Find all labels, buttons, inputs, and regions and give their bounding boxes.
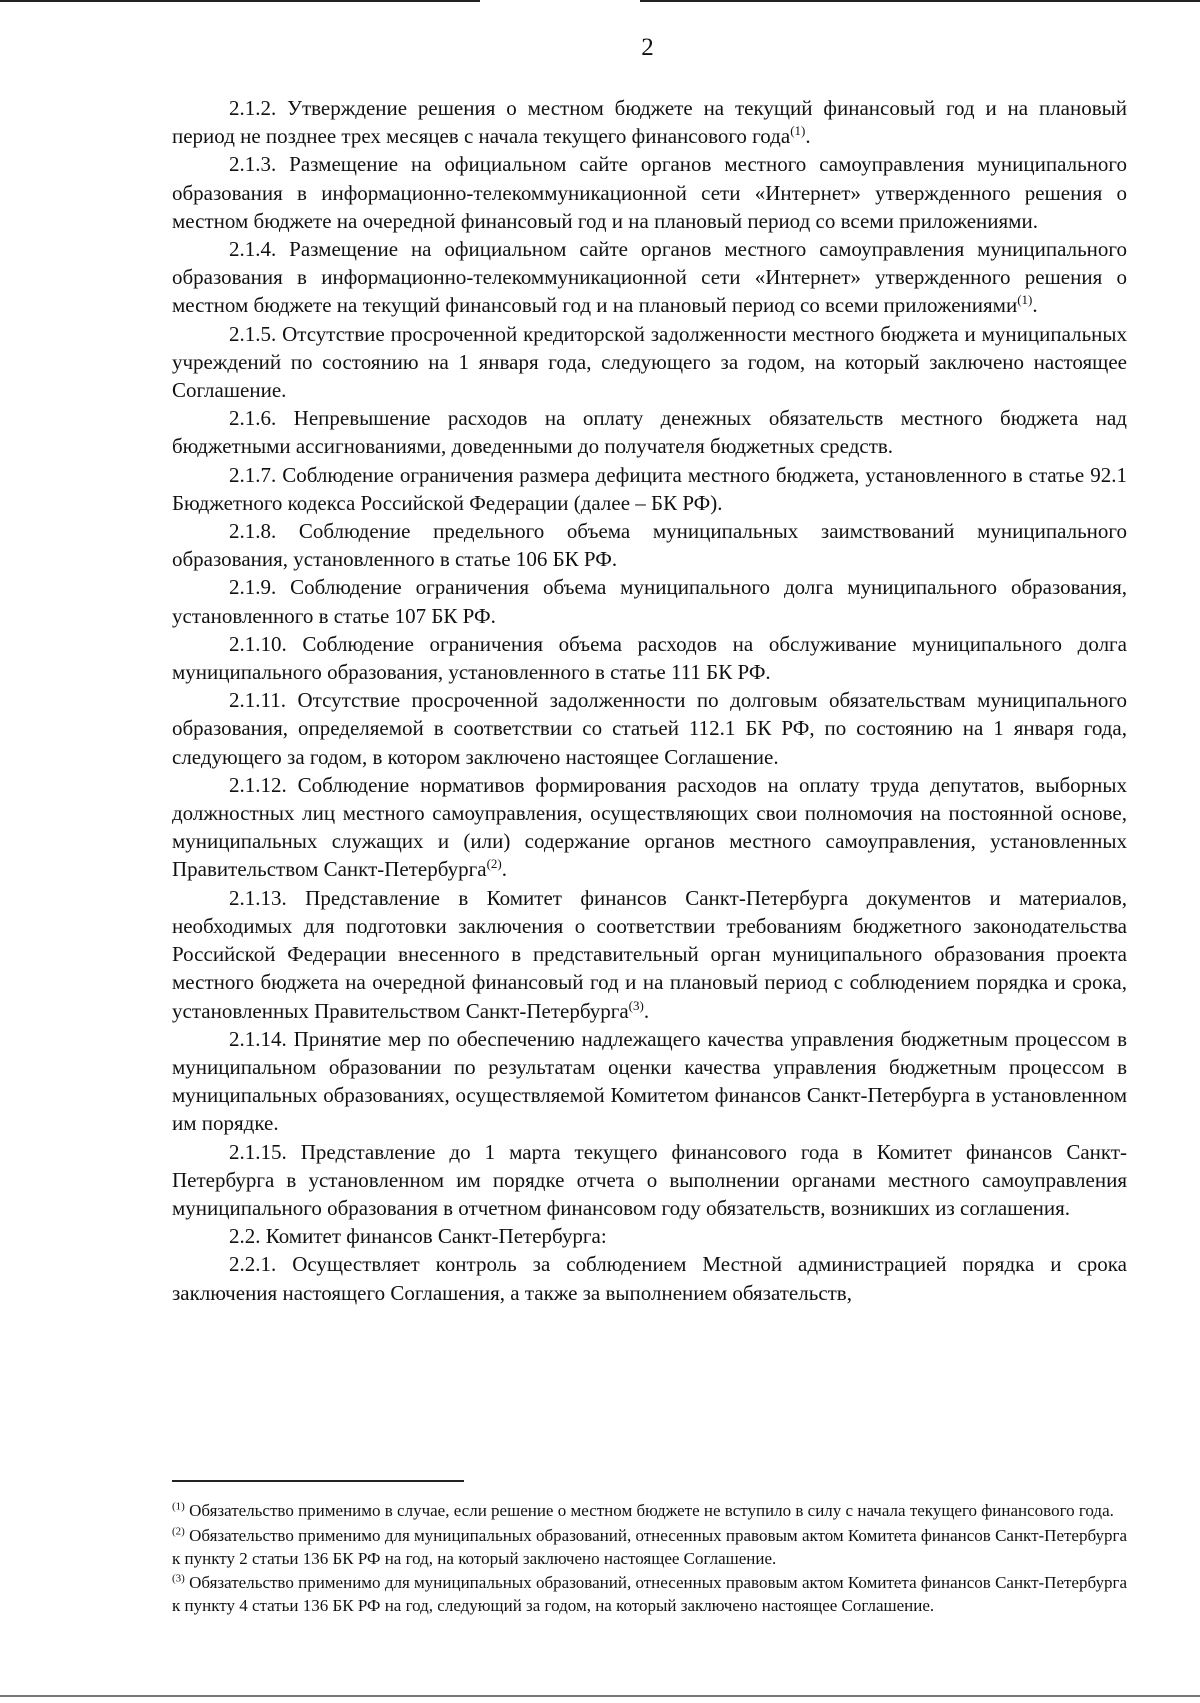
paragraph-2-1-7: 2.1.7. Соблюдение ограничения размера дефицита местного бюджета, установленного в статье 92.1 Бюджетного кодекса Российской Федерации (далее – БК РФ). — [172, 462, 1127, 515]
footnote-mark: (3) — [172, 1572, 185, 1585]
paragraph-2-1-15: 2.1.15. Представление до 1 марта текущего финансового года в Комитет финансов Санкт-Петербурга в установленном им порядке отчета о выполнении органами местного самоуправления муниципального образования в отчетном финансовом году обязательств, возникших из соглашения. — [172, 1139, 1127, 1220]
page-number: 2 — [641, 34, 654, 61]
paragraph-2-2-1: 2.2.1. Осуществляет контроль за соблюдением Местной администрацией порядка и срока заключения настоящего Соглашения, а также за выполнением обязательств, — [172, 1252, 1127, 1305]
document-body — [172, 94, 1127, 1307]
paragraph-2-2: 2.2. Комитет финансов Санкт-Петербурга: — [229, 1224, 607, 1249]
paragraph-2-1-13: 2.1.13. Представление в Комитет финансов Санкт-Петербурга документов и материалов, необходимых для подготовки заключения о соответствии требованиям бюджетного законодательства Российской Федерации внесенного в представительный орган муниципального образования проекта местного бюджета на очередной финансовый год и на плановый период с соблюдением порядка и срока, установленных Правительством Санкт-Петербурга$^{(3)}$. — [172, 885, 1127, 1023]
footnote-mark: (1) — [172, 1500, 185, 1513]
footnotes — [172, 1500, 1127, 1620]
paragraph-2-1-12: 2.1.12. Соблюдение нормативов формирования расходов на оплату труда депутатов, выборных должностных лиц местного самоуправления, осуществляющих свои полномочия на постоянной основе, муниципальных служащих и (или) содержание органов местного самоуправления, установленных Правительством Санкт-Петербурга$^{(2)}$. — [172, 772, 1127, 882]
footnote-3: $^{(3)}$ Обязательство применимо для муниципальных образований, отнесенных правовым актом Комитета финансов Санкт-Петербурга к пункту 4 статьи 136 БК РФ на год, следующий за годом, на который заключено настоящее Соглашение. — [172, 1572, 1127, 1616]
paragraph-2-1-6: 2.1.6. Непревышение расходов на оплату денежных обязательств местного бюджета над бюджетными ассигнованиями, доведенными до получателя бюджетных средств. — [172, 406, 1127, 459]
paragraph-2-1-10: 2.1.10. Соблюдение ограничения объема расходов на обслуживание муниципального долга муниципального образования, установленного в статье 111 БК РФ. — [172, 631, 1127, 685]
footnote-mark: (2) — [172, 1525, 185, 1538]
paragraph-2-1-5: 2.1.5. Отсутствие просроченной кредиторской задолженности местного бюджета и муниципальных учреждений по состоянию на 1 января года, следующего за годом, на который заключено настоящее Соглашение. — [172, 321, 1127, 403]
footnote-1: $^{(1)}$ Обязательство применимо в случае, если решение о местном бюджете не вступило в силу с начала текущего финансового года. — [172, 1500, 1114, 1520]
paragraph-2-1-8: 2.1.8. Соблюдение предельного объема муниципальных заимствований муниципального образования, установленного в статье 106 БК РФ. — [172, 519, 1127, 572]
scan-bottom-edge — [0, 1695, 1200, 1697]
paragraph-2-1-4: 2.1.4. Размещение на официальном сайте органов местного самоуправления муниципального образования в информационно-телекоммуникационной сети «Интернет» утвержденного решения о местном бюджете на текущий финансовый год и на плановый период со всеми приложениями$^{(1)}$. — [172, 237, 1127, 318]
scan-top-edge-right — [640, 0, 1200, 2]
paragraph-2-1-2: 2.1.2. Утверждение решения о местном бюджете на текущий финансовый год и на плановый период не позднее трех месяцев с начала текущего финансового года$^{(1)}$. — [172, 96, 1127, 149]
paragraph-2-1-3: 2.1.3. Размещение на официальном сайте органов местного самоуправления муниципального образования в информационно-телекоммуникационной сети «Интернет» утвержденного решения о местном бюджете на очередной финансовый год и на плановый период со всеми приложениями. — [172, 152, 1127, 233]
paragraph-2-1-9: 2.1.9. Соблюдение ограничения объема муниципального долга муниципального образования, установленного в статье 107 БК РФ. — [172, 575, 1127, 628]
paragraph-2-1-14: 2.1.14. Принятие мер по обеспечению надлежащего качества управления бюджетным процессом в муниципальном образовании по результатам оценки качества управления бюджетным процессом в муниципальных образованиях, осуществляемой Комитетом финансов Санкт-Петербурга в установленном им порядке. — [172, 1026, 1127, 1136]
footnote-separator — [172, 1480, 464, 1482]
footnote-2: $^{(2)}$ Обязательство применимо для муниципальных образований, отнесенных правовым актом Комитета финансов Санкт-Петербурга к пункту 2 статьи 136 БК РФ на год, на который заключено настоящее Соглашение. — [172, 1525, 1127, 1568]
scan-top-edge — [0, 0, 480, 2]
paragraph-2-1-11: 2.1.11. Отсутствие просроченной задолженности по долговым обязательствам муниципального образования, определяемой в соответствии со статьей 112.1 БК РФ, по состоянию на 1 января года, следующего за годом, в котором заключено настоящее Соглашение. — [172, 688, 1127, 769]
